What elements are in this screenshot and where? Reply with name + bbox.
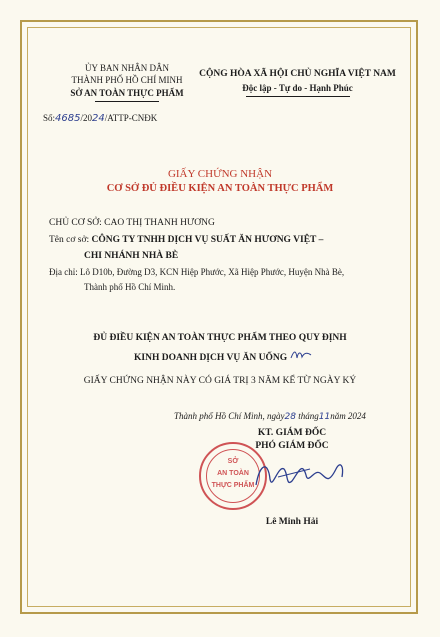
validity-statement: GIẤY CHỨNG NHẬN NÀY CÓ GIÁ TRỊ 3 NĂM KỂ TỪ NGÀY KÝ xyxy=(83,376,357,386)
seal-text-1: SỞ xyxy=(227,458,239,465)
signer-role1: KT. GIÁM ĐỐC xyxy=(257,428,327,438)
certificate-title: GIẤY CHỨNG NHẬN xyxy=(167,168,273,180)
motto-underline xyxy=(246,96,350,97)
certificate-subtitle: CƠ SỞ ĐỦ ĐIỀU KIỆN AN TOÀN THỰC PHẨM xyxy=(106,183,334,194)
issue-date: Thành phố Hồ Chí Minh, ngày28 tháng11năm 2024 xyxy=(174,411,366,422)
authority-line2: THÀNH PHỐ HỒ CHÍ MINH xyxy=(71,75,183,85)
facility-name-line: Tên cơ sở: CÔNG TY TNHH DỊCH VỤ SUẤT ĂN HƯƠNG VIỆT – xyxy=(49,235,324,245)
signer-name: Lê Minh Hải xyxy=(265,517,319,527)
owner-line: CHỦ CƠ SỞ: CAO THỊ THANH HƯƠNG xyxy=(49,218,215,228)
department-underline xyxy=(95,101,159,102)
address-line2: Thành phố Hồ Chí Minh. xyxy=(84,282,176,292)
statement-line2: KINH DOANH DỊCH VỤ ĂN UỐNG xyxy=(134,348,312,363)
country-motto: Độc lập - Tự do - Hạnh Phúc xyxy=(242,83,353,93)
handwritten-initial-icon xyxy=(290,348,312,362)
department-name: SỞ AN TOÀN THỰC PHẨM xyxy=(70,88,184,98)
seal-text-2: AN TOÀN xyxy=(217,470,249,477)
seal-text-3: THỰC PHẨM xyxy=(211,482,255,489)
facility-name-line2: CHI NHÁNH NHÀ BÈ xyxy=(84,251,179,261)
authority-line1: ỦY BAN NHÂN DÂN xyxy=(85,63,169,73)
address-line: Địa chỉ: Lô D10b, Đường D3, KCN Hiệp Phước, Xã Hiệp Phước, Huyện Nhà Bè, xyxy=(49,267,345,277)
signer-role2: PHÓ GIÁM ĐỐC xyxy=(255,441,329,451)
country-name: CỘNG HÒA XÃ HỘI CHỦ NGHĨA VIỆT NAM xyxy=(199,69,396,79)
handwritten-signature-icon xyxy=(250,455,360,500)
statement-line1: ĐỦ ĐIỀU KIỆN AN TOÀN THỰC PHẨM THEO QUY ĐỊNH xyxy=(93,333,347,343)
certificate-number: Số:4685/2024/ATTP-CNĐK xyxy=(43,113,158,124)
